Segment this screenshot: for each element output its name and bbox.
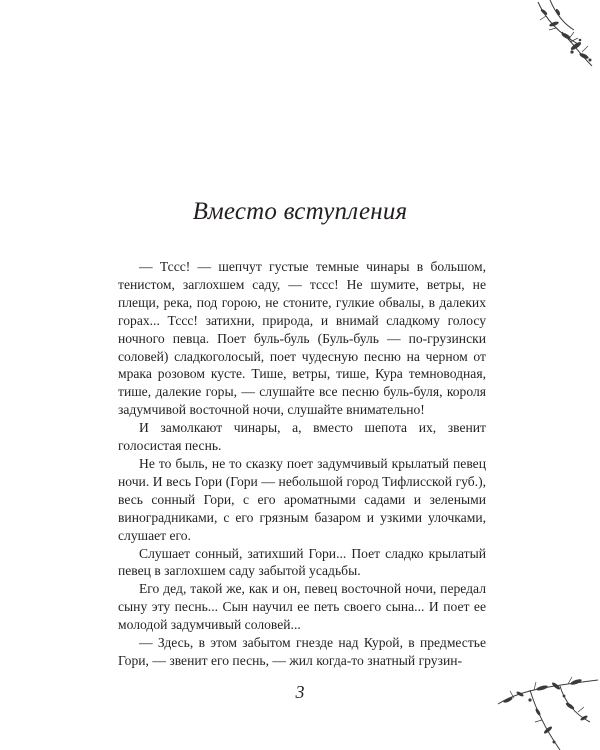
paragraph: — Здесь, в этом забытом гнезде над Курой, в предместье Гори, — звенит его песнь, — жил когда-то знатный грузин- bbox=[118, 635, 486, 668]
chapter-title: Вместо вступления bbox=[192, 198, 408, 225]
chapter-body bbox=[118, 258, 486, 670]
paragraph: Не то быль, не то сказку поет задумчивый крылатый певец ночи. И весь Гори (Гори — небольшой город Тифлисской губ.), весь сонный Гори, с его ароматными садами и зелеными виноградниками, с его грязным базаром и узкими улочками, слушает его. bbox=[118, 455, 486, 543]
paragraph: Слушает сонный, затихший Гори... Поет сладко крылатый певец в заглохшем саду забытой усадьбы. bbox=[118, 545, 486, 579]
page-number: 3 bbox=[295, 682, 305, 702]
paragraph: — Тссс! — шепчут густые темные чинары в большом, тенистом, заглохшем саду, — тссс! Не шумите, ветры, не плещи, река, под горою, не стоните, гулкие обвалы, в далеких горах... Тссс! затихни, природа, и внимай сладкому голосу ночного певца. Поет буль-буль (Буль-буль — по-грузински соловей) сладкоголосый, поет чудесную песню на черном от мрака розовом кусте. Тише, ветры, тише, Кура темноводная, тише, далекие горы, — слушайте все песню буль-буля, короля задумчивой восточной ночи, слушайте внимательно! bbox=[118, 259, 486, 418]
paragraph: Его дед, такой же, как и он, певец восточной ночи, передал сыну эту песнь... Сын научил ее петь своего сына... И поет ее молодой задумчивый соловей... bbox=[118, 581, 486, 633]
paragraph: И замолкают чинары, а, вместо шепота их, звенит голосистая песнь. bbox=[118, 420, 486, 454]
floral-ornament-top bbox=[520, 0, 600, 72]
floral-ornament-bottom bbox=[490, 660, 600, 750]
